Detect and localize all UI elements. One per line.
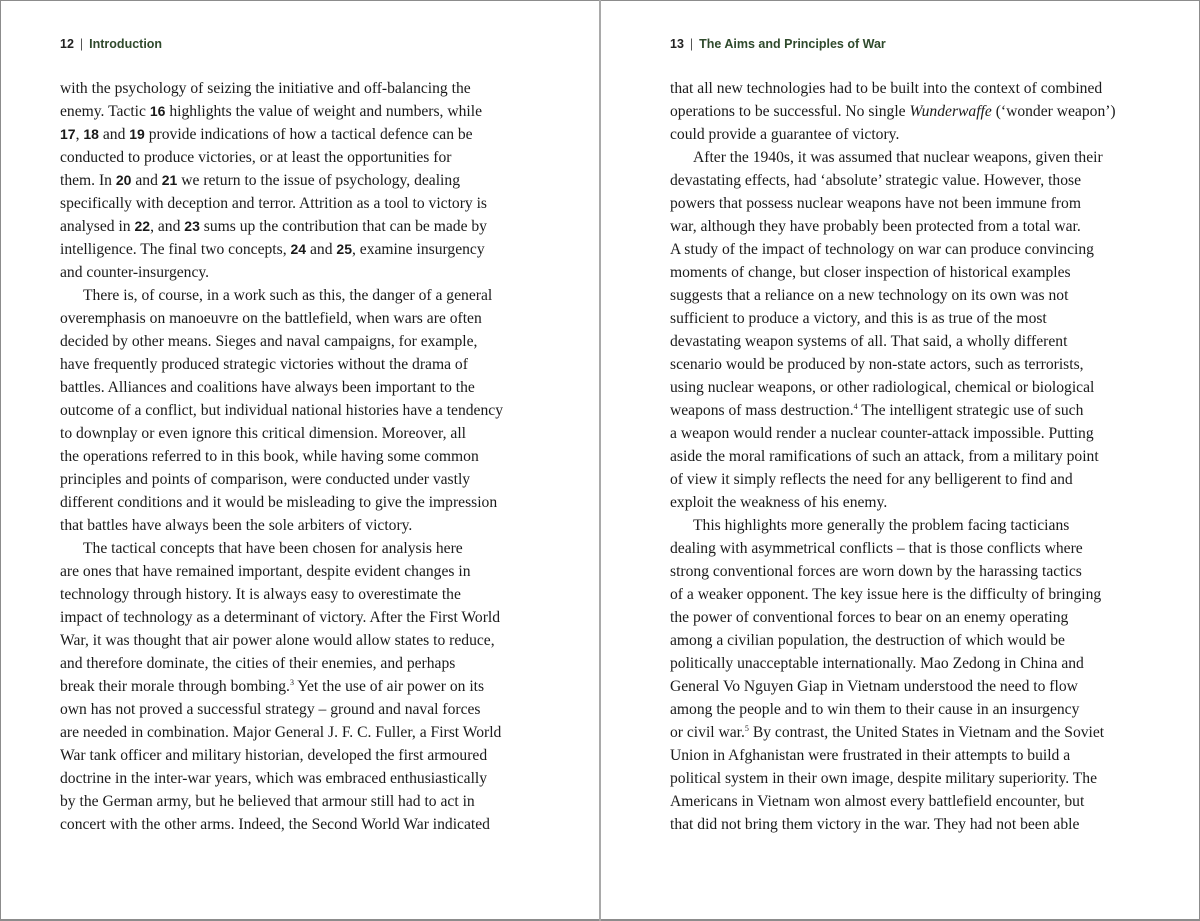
text-segment: that battles have always been the sole arbiters of victory. <box>60 517 413 534</box>
tactic-number: 23 <box>184 218 200 234</box>
italic-term: Wunderwaffe <box>909 103 992 120</box>
footnote-marker: 4 <box>853 402 858 411</box>
text-line <box>670 790 1190 813</box>
tactic-number: 18 <box>83 126 99 142</box>
text-segment: are needed in combination. Major General J. F. C. Fuller, a First World <box>60 724 502 741</box>
text-segment: (‘wonder weapon’) <box>991 103 1116 120</box>
text-line <box>60 629 580 652</box>
text-line <box>670 169 1190 192</box>
text-line <box>670 192 1190 215</box>
text-line <box>670 652 1190 675</box>
text-segment: to downplay or even ignore this critical dimension. Moreover, all <box>60 425 467 442</box>
text-line <box>670 330 1190 353</box>
text-line <box>670 537 1190 560</box>
text-line <box>670 100 1190 123</box>
text-segment: that did not bring them victory in the war. They had not been able <box>670 816 1080 833</box>
text-segment: politically unacceptable internationally. Mao Zedong in China and <box>670 655 1084 672</box>
text-segment: powers that possess nuclear weapons have not been immune from <box>670 195 1081 212</box>
text-segment: war, although they have probably been protected from a total war. <box>670 218 1081 235</box>
paragraph-first-line <box>670 146 1190 169</box>
text-line <box>670 123 1190 146</box>
text-segment: principles and points of comparison, were conducted under vastly <box>60 471 471 488</box>
text-segment: , <box>75 126 84 143</box>
text-line <box>60 698 580 721</box>
text-segment: technology through history. It is always easy to overestimate the <box>60 586 461 603</box>
text-segment: highlights the value of weight and numbers, while <box>165 103 483 120</box>
text-segment: and <box>98 126 130 143</box>
text-segment: The intelligent strategic use of such <box>857 402 1084 419</box>
text-segment: weapons of mass destruction. <box>670 402 854 419</box>
text-segment: decided by other means. Sieges and naval campaigns, for example, <box>60 333 478 350</box>
text-segment: of a weaker opponent. The key issue here is the difficulty of bringing <box>670 586 1102 603</box>
text-segment: suggests that a reliance on a new technology on its own was not <box>670 287 1069 304</box>
text-line <box>60 192 580 215</box>
text-line <box>60 468 580 491</box>
text-segment: Americans in Vietnam won almost every battlefield encounter, but <box>670 793 1085 810</box>
text-line <box>670 238 1190 261</box>
text-segment: we return to the issue of psychology, dealing <box>177 172 460 189</box>
text-line <box>670 376 1190 399</box>
text-line <box>670 399 1190 422</box>
text-segment: break their morale through bombing. <box>60 678 290 695</box>
text-line <box>60 77 580 100</box>
text-segment: aside the moral ramifications of such an attack, from a military point <box>670 448 1099 465</box>
page-number: 12 <box>60 37 74 51</box>
text-segment: exploit the weakness of his enemy. <box>670 494 888 511</box>
header-separator: | <box>689 37 694 51</box>
text-segment: conducted to produce victories, or at least the opportunities for <box>60 149 452 166</box>
text-line <box>60 560 580 583</box>
text-line <box>670 284 1190 307</box>
text-segment: the operations referred to in this book, while having some common <box>60 448 479 465</box>
left-page <box>60 0 580 921</box>
text-line <box>60 675 580 698</box>
text-segment: impact of technology as a determinant of victory. After the First World <box>60 609 501 626</box>
text-line <box>670 422 1190 445</box>
footnote-marker: 3 <box>289 678 294 687</box>
text-line <box>670 606 1190 629</box>
text-segment: Union in Afghanistan were frustrated in their attempts to build a <box>670 747 1071 764</box>
text-line <box>60 399 580 422</box>
text-line <box>670 767 1190 790</box>
text-segment: are ones that have remained important, despite evident changes in <box>60 563 471 580</box>
text-segment: After the 1940s, it was assumed that nuclear weapons, given their <box>693 149 1103 166</box>
text-line <box>670 468 1190 491</box>
text-segment: This highlights more generally the problem facing tacticians <box>693 517 1070 534</box>
tactic-number: 16 <box>149 103 166 119</box>
chapter-title: Introduction <box>89 37 163 51</box>
text-line <box>60 514 580 537</box>
text-segment: War tank officer and military historian, developed the first armoured <box>60 747 488 764</box>
text-segment: strong conventional forces are worn down by the harassing tactics <box>670 563 1082 580</box>
text-line <box>670 560 1190 583</box>
text-line <box>670 744 1190 767</box>
text-segment: or civil war. <box>670 724 745 741</box>
text-segment: , examine insurgency <box>351 241 485 258</box>
text-segment: among the people and to win them to their cause in an insurgency <box>670 701 1080 718</box>
text-segment: by the German army, but he believed that armour still had to act in <box>60 793 475 810</box>
text-line <box>60 445 580 468</box>
text-line <box>670 445 1190 468</box>
tactic-number: 21 <box>161 172 178 188</box>
text-line <box>670 629 1190 652</box>
text-segment: scenario would be produced by non-state actors, such as terrorists, <box>670 356 1084 373</box>
text-line <box>60 606 580 629</box>
text-line <box>60 813 580 836</box>
text-segment: dealing with asymmetrical conflicts – that is those conflicts where <box>670 540 1083 557</box>
text-line <box>670 583 1190 606</box>
text-line <box>60 169 580 192</box>
text-line <box>60 721 580 744</box>
text-line <box>60 790 580 813</box>
text-line <box>60 100 580 123</box>
text-segment: and therefore dominate, the cities of their enemies, and perhaps <box>60 655 456 672</box>
text-segment: own has not proved a successful strategy – ground and naval forces <box>60 701 481 718</box>
text-line <box>670 307 1190 330</box>
text-segment: overemphasis on manoeuvre on the battlefield, when wars are often <box>60 310 482 327</box>
text-line <box>670 261 1190 284</box>
text-segment: devastating effects, had ‘absolute’ strategic value. However, those <box>670 172 1082 189</box>
text-segment: provide indications of how a tactical defence can be <box>144 126 473 143</box>
text-line <box>60 307 580 330</box>
text-line <box>670 215 1190 238</box>
text-line <box>60 123 580 146</box>
text-segment: specifically with deception and terror. Attrition as a tool to victory is <box>60 195 487 212</box>
text-segment: of view it simply reflects the need for any belligerent to find and <box>670 471 1073 488</box>
text-segment: concert with the other arms. Indeed, the Second World War indicated <box>60 816 490 833</box>
text-line <box>60 767 580 790</box>
text-line <box>60 744 580 767</box>
text-segment: among a civilian population, the destruction of which would be <box>670 632 1065 649</box>
text-segment: Yet the use of air power on its <box>293 678 485 695</box>
text-line <box>60 652 580 675</box>
text-line <box>670 77 1190 100</box>
text-line <box>60 422 580 445</box>
text-segment: A study of the impact of technology on war can produce convincing <box>670 241 1094 258</box>
text-segment: different conditions and it would be misleading to give the impression <box>60 494 498 511</box>
tactic-number: 22 <box>134 218 151 234</box>
text-line <box>60 583 580 606</box>
text-segment: battles. Alliances and coalitions have always been important to the <box>60 379 475 396</box>
text-line <box>670 721 1190 744</box>
text-segment: The tactical concepts that have been chosen for analysis here <box>83 540 463 557</box>
text-segment: There is, of course, in a work such as this, the danger of a general <box>83 287 493 304</box>
chapter-title: The Aims and Principles of War <box>699 37 886 51</box>
text-segment: could provide a guarantee of victory. <box>670 126 900 143</box>
tactic-number: 24 <box>290 241 307 257</box>
text-segment: War, it was thought that air power alone would allow states to reduce, <box>60 632 495 649</box>
page-number: 13 <box>670 37 684 51</box>
text-segment: By contrast, the United States in Vietnam and the Soviet <box>748 724 1105 741</box>
right-body-text <box>670 77 1190 836</box>
text-segment: that all new technologies had to be built into the context of combined <box>670 80 1103 97</box>
book-spine-gutter <box>599 0 601 921</box>
text-segment: sums up the contribution that can be made by <box>199 218 487 235</box>
text-segment: analysed in <box>60 218 135 235</box>
paragraph-first-line <box>670 514 1190 537</box>
tactic-number: 17 <box>60 126 76 142</box>
text-line <box>60 491 580 514</box>
text-segment: political system in their own image, despite military superiority. The <box>670 770 1098 787</box>
text-segment: them. In <box>60 172 116 189</box>
text-line <box>60 146 580 169</box>
paragraph-first-line <box>60 537 580 560</box>
left-running-head <box>60 35 162 53</box>
text-segment: devastating weapon systems of all. That said, a wholly different <box>670 333 1068 350</box>
text-segment: using nuclear weapons, or other radiological, chemical or biological <box>670 379 1095 396</box>
text-segment: have frequently produced strategic victories without the drama of <box>60 356 468 373</box>
text-segment: , and <box>150 218 185 235</box>
text-segment: intelligence. The final two concepts, <box>60 241 291 258</box>
text-line <box>670 353 1190 376</box>
text-segment: sufficient to produce a victory, and this is as true of the most <box>670 310 1047 327</box>
text-line <box>670 813 1190 836</box>
tactic-number: 25 <box>336 241 352 257</box>
tactic-number: 20 <box>115 172 132 188</box>
text-line <box>60 215 580 238</box>
text-segment: operations to be successful. No single <box>670 103 910 120</box>
header-separator: | <box>79 37 84 51</box>
right-running-head <box>670 35 886 53</box>
tactic-number: 19 <box>129 126 145 142</box>
footnote-marker: 5 <box>744 724 749 733</box>
text-line <box>60 353 580 376</box>
right-page <box>670 0 1190 921</box>
left-body-text <box>60 77 580 836</box>
text-segment: General Vo Nguyen Giap in Vietnam understood the need to flow <box>670 678 1078 695</box>
text-segment: enemy. Tactic <box>60 103 150 120</box>
text-line <box>670 491 1190 514</box>
text-line <box>60 330 580 353</box>
text-line <box>670 675 1190 698</box>
text-segment: a weapon would render a nuclear counter-attack impossible. Putting <box>670 425 1094 442</box>
text-line <box>60 376 580 399</box>
text-line <box>60 261 580 284</box>
paragraph-first-line <box>60 284 580 307</box>
text-segment: with the psychology of seizing the initiative and off-balancing the <box>60 80 471 97</box>
text-segment: and counter-insurgency. <box>60 264 210 281</box>
text-segment: doctrine in the inter-war years, which was embraced enthusiastically <box>60 770 488 787</box>
text-line <box>670 698 1190 721</box>
text-line <box>60 238 580 261</box>
text-segment: moments of change, but closer inspection of historical examples <box>670 264 1071 281</box>
text-segment: and <box>306 241 337 258</box>
text-segment: the power of conventional forces to bear on an enemy operating <box>670 609 1069 626</box>
text-segment: and <box>131 172 162 189</box>
text-segment: outcome of a conflict, but individual national histories have a tendency <box>60 402 503 419</box>
